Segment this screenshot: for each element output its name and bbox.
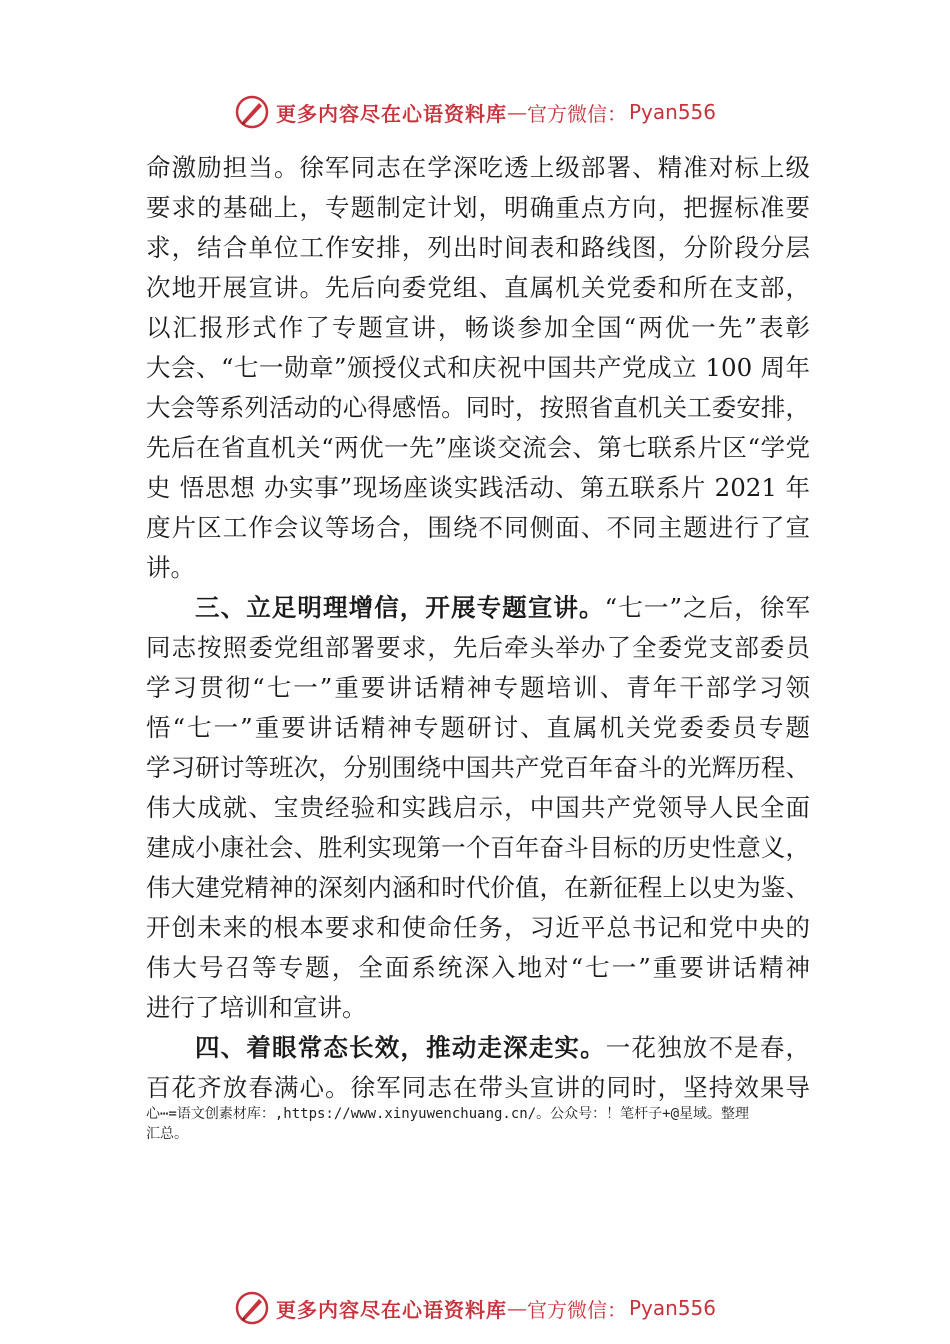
text-line: 百花齐放春满心。徐军同志在带头宣讲的同时，坚持效果导: [146, 1073, 810, 1102]
text-line: 度片区工作会议等场合，围绕不同侧面、不同主题进行了宣: [146, 513, 810, 542]
footnote-line: 心⋯=语文创素材库：,https://www.xinyuwenchuang.cn/。公众号：！笔杆子+@星域。整理: [146, 1106, 750, 1122]
header-dash: —: [506, 100, 527, 124]
text-line: 学习研讨等班次，分别围绕中国共产党百年奋斗的光辉历程、: [146, 753, 810, 782]
section-four-lead: 一花独放不是春，: [605, 1033, 810, 1062]
header-bottom: [0, 1288, 950, 1328]
header-wechat-id: Pyan556: [628, 1296, 716, 1320]
text-line: 求，结合单位工作安排，列出时间表和路线图，分阶段分层: [146, 233, 810, 262]
header-top: [0, 92, 950, 132]
text-line: 开创未来的根本要求和使命任务，习近平总书记和党中央的: [146, 913, 810, 942]
footnote: [146, 1104, 846, 1144]
header-wechat-label: 官方微信：: [526, 101, 627, 126]
pen-logo-icon: [234, 1290, 270, 1326]
text-line: 讲。: [146, 553, 195, 582]
text-line: 大会等系列活动的心得感悟。同时，按照省直机关工委安排，: [146, 393, 810, 422]
section-four-first-line: [146, 1028, 810, 1068]
header-wechat-label: 官方微信：: [526, 1297, 627, 1322]
header-title: 更多内容尽在心语资料库: [275, 101, 507, 126]
text-line: 学习贯彻“七一”重要讲话精神专题培训、青年干部学习领: [146, 673, 810, 702]
footnote-line: 汇总。: [146, 1126, 188, 1142]
section-three-heading: 三、立足明理增信，开展专题宣讲。: [195, 593, 605, 622]
text-line: 同志按照委党组部署要求，先后牵头举办了全委党支部委员: [146, 633, 810, 662]
text-line: 伟大成就、宝贵经验和实践启示，中国共产党领导人民全面: [146, 793, 810, 822]
section-three-lead: “七一”之后，徐军: [604, 593, 810, 622]
text-line: 悟“七一”重要讲话精神专题研讨、直属机关党委委员专题: [146, 713, 810, 742]
section-three-first-line: [146, 588, 810, 628]
text-line: 史 悟思想 办实事”现场座谈实践活动、第五联系片 2021 年: [146, 473, 810, 502]
pen-logo-icon: [234, 94, 270, 130]
text-line: 伟大建党精神的深刻内涵和时代价值，在新征程上以史为鉴、: [146, 873, 810, 902]
section-four-heading: 四、着眼常态长效，推动走深走实。: [195, 1033, 606, 1062]
header-dash: —: [506, 1296, 527, 1320]
text-line: 要求的基础上，专题制定计划，明确重点方向，把握标准要: [146, 193, 810, 222]
text-line: 伟大号召等专题，全面系统深入地对“七一”重要讲话精神: [146, 953, 810, 982]
header-title: 更多内容尽在心语资料库: [275, 1297, 507, 1322]
text-line: 进行了培训和宣讲。: [146, 993, 367, 1022]
text-line: 次地开展宣讲。先后向委党组、直属机关党委和所在支部，: [146, 273, 810, 302]
text-line: 先后在省直机关“两优一先”座谈交流会、第七联系片区“学党: [146, 433, 810, 462]
header-wechat-id: Pyan556: [628, 100, 716, 124]
text-line: 命激励担当。徐军同志在学深吃透上级部署、精准对标上级: [146, 153, 810, 182]
document-body: [146, 148, 810, 1108]
text-line: 建成小康社会、胜利实现第一个百年奋斗目标的历史性意义，: [146, 833, 810, 862]
text-line: 大会、“七一勋章”颁授仪式和庆祝中国共产党成立 100 周年: [146, 353, 810, 382]
text-line: 以汇报形式作了专题宣讲，畅谈参加全国“两优一先”表彰: [146, 313, 810, 342]
